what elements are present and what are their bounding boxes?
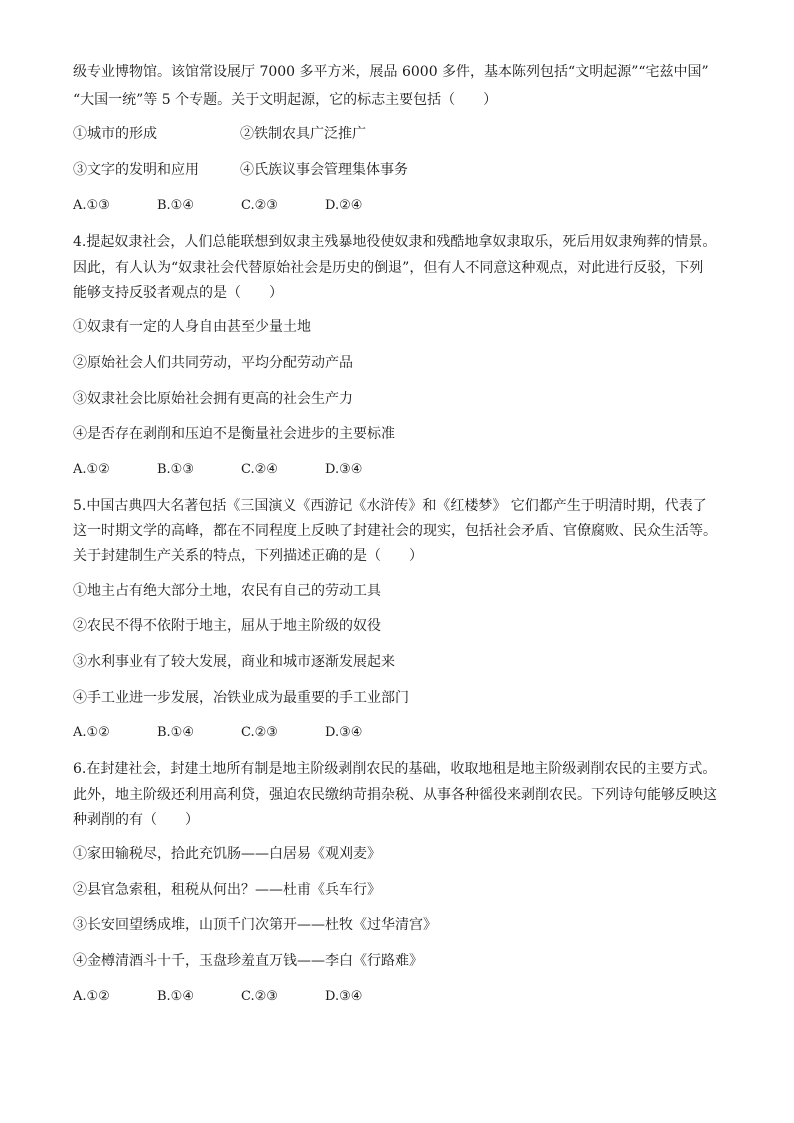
q4-stem-line-3: 能够支持反驳者观点的是（ ） <box>73 285 283 301</box>
q4-item-2: ②原始社会人们共同劳动，平均分配劳动产品 <box>73 355 353 371</box>
q6-option-c: C.②③ <box>241 989 278 1004</box>
q3-options <box>73 197 409 215</box>
q5-item-3: ③水利事业有了较大发展，商业和城市逐渐发展起来 <box>73 654 395 670</box>
q5-option-b: B.①④ <box>157 725 194 740</box>
q3-item-4: ④氏族议事会管理集体事务 <box>240 162 408 178</box>
q6-option-d: D.③④ <box>325 989 363 1004</box>
q6-item-4: ④金樽清酒斗十千，玉盘珍羞直万钱——李白《行路难》 <box>73 953 423 969</box>
q3-items-row-2 <box>73 161 408 179</box>
q6-item-2: ②县官急索租，租税从何出？——杜甫《兵车行》 <box>73 882 381 898</box>
q5-stem-line-3: 关于封建制生产关系的特点，下列描述正确的是（ ） <box>73 548 423 564</box>
q5-item-1: ①地主占有绝大部分土地，农民有自己的劳动工具 <box>73 583 381 599</box>
q4-item-3: ③奴隶社会比原始社会拥有更高的社会生产力 <box>73 391 353 407</box>
q6-item-3: ③长安回望绣成堆，山顶千门次第开——杜牧《过华清宫》 <box>73 917 437 933</box>
q5-stem-line-1: 5.中国古典四大名著包括《三国演义《西游记《水浒传》和《红楼梦》 它们都产生于明清时期，代表了 <box>73 498 707 514</box>
q4-stem-line-2: 因此，有人认为“奴隶社会代替原始社会是历史的倒退”，但有人不同意这种观点，对此进行反驳，下列 <box>73 260 704 276</box>
q6-stem-line-1: 6.在封建社会，封建土地所有制是地主阶级剥削农民的基础，收取地租是地主阶级剥削农民的主要方式。 <box>73 761 717 777</box>
q4-option-b: B.①③ <box>157 462 194 477</box>
q6-option-b: B.①④ <box>157 989 194 1004</box>
q3-item-2: ②铁制农具广泛推广 <box>240 126 366 142</box>
q3-option-a: A.①③ <box>73 198 110 213</box>
q6-item-1: ①家田输税尽，拾此充饥肠——白居易《观刈麦》 <box>73 846 381 862</box>
q3-stem-line-2: “大国一统”等 5 个专题。关于文明起源，它的标志主要包括（ ） <box>73 92 498 108</box>
q4-item-4: ④是否存在剥削和压迫不是衡量社会进步的主要标准 <box>73 426 395 442</box>
q3-option-c: C.②③ <box>241 198 278 213</box>
q3-item-1: ①城市的形成 <box>73 126 157 142</box>
q6-option-a: A.①② <box>73 989 110 1004</box>
q4-option-d: D.③④ <box>325 462 363 477</box>
q5-item-2: ②农民不得不依附于地主，屈从于地主阶级的奴役 <box>73 618 381 634</box>
q3-option-b: B.①④ <box>157 198 194 213</box>
q3-item-3: ③文字的发明和应用 <box>73 162 199 178</box>
q4-options <box>73 461 409 479</box>
q5-options <box>73 724 409 742</box>
q5-item-4: ④手工业进一步发展，冶铁业成为最重要的手工业部门 <box>73 690 409 706</box>
q5-option-d: D.③④ <box>325 725 363 740</box>
q5-option-a: A.①② <box>73 725 110 740</box>
q6-stem-line-2: 此外，地主阶级还利用高利贷，强迫农民缴纳苛捐杂税、从事各种徭役来剥削农民。下列诗句能够反映这 <box>73 787 717 803</box>
q6-options <box>73 988 409 1006</box>
q4-item-1: ①奴隶有一定的人身自由甚至少量土地 <box>73 319 311 335</box>
q5-option-c: C.②③ <box>241 725 278 740</box>
q4-stem-line-1: 4.提起奴隶社会，人们总能联想到奴隶主残暴地役使奴隶和残酷地拿奴隶取乐，死后用奴隶殉葬的情景。 <box>73 234 717 250</box>
q5-stem-line-2: 这一时期文学的高峰，都在不同程度上反映了封建社会的现实，包括社会矛盾、官僚腐败、民众生活等。 <box>73 523 717 539</box>
q4-option-a: A.①② <box>73 462 110 477</box>
q4-option-c: C.②④ <box>241 462 278 477</box>
q3-items-row-1 <box>73 125 366 143</box>
q6-stem-line-3: 种剥削的有（ ） <box>73 812 199 828</box>
q3-stem-line-1: 级专业博物馆。该馆常设展厅 7000 多平方米，展品 6000 多件，基本陈列包括“文明起源”“宅兹中国” <box>73 64 709 80</box>
q3-option-d: D.②④ <box>325 198 363 213</box>
